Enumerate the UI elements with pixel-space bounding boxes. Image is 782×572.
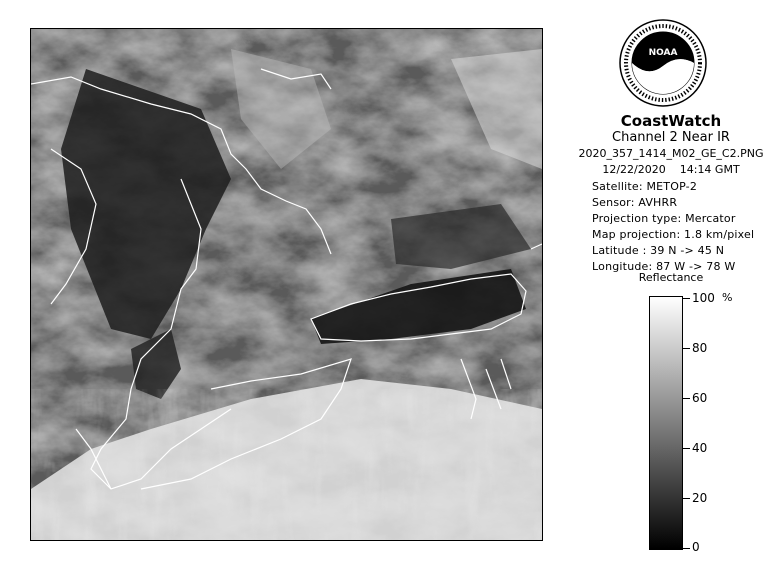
- file-name: 2020_357_1414_M02_GE_C2.PNG: [578, 147, 764, 160]
- longitude-info: Longitude: 87 W -> 78 W: [592, 260, 736, 273]
- noaa-logo-text: NOAA: [648, 48, 678, 58]
- date-time: [560, 163, 782, 176]
- colorbar-unit: %: [722, 291, 733, 304]
- colorbar-tick-label: 40: [692, 441, 708, 455]
- satellite-image: [30, 28, 543, 541]
- latitude-info: Latitude : 39 N -> 45 N: [592, 244, 725, 257]
- colorbar-tick-label: 100: [692, 291, 715, 305]
- projection-type-info: Projection type: Mercator: [592, 212, 736, 225]
- colorbar-tick: [683, 498, 690, 499]
- colorbar-tick: [683, 448, 690, 449]
- colorbar-tick-label: 0: [692, 540, 700, 554]
- colorbar-tick-label: 60: [692, 391, 708, 405]
- noaa-logo-graphic: [618, 18, 708, 108]
- noaa-logo: [618, 18, 708, 108]
- colorbar-tick: [683, 548, 690, 549]
- colorbar-tick: [683, 298, 690, 299]
- colorbar-tick-label: 20: [692, 491, 708, 505]
- colorbar-tick: [683, 398, 690, 399]
- time-value: 14:14 GMT: [679, 163, 740, 176]
- sensor-info: Sensor: AVHRR: [592, 196, 678, 209]
- colorbar-tick: [683, 348, 690, 349]
- colorbar-tick-label: 80: [692, 341, 708, 355]
- info-panel: [560, 0, 782, 572]
- reflectance-colorbar: [649, 296, 683, 550]
- satellite-info: Satellite: METOP-2: [592, 180, 698, 193]
- date-value: 12/22/2020: [602, 163, 666, 176]
- brand-title: CoastWatch: [620, 112, 722, 130]
- cloud-streaks: [31, 389, 542, 540]
- map-projection-info: Map projection: 1.8 km/pixel: [592, 228, 755, 241]
- channel-label: Channel 2 Near IR: [612, 130, 730, 145]
- colorbar-title: Reflectance: [638, 271, 704, 284]
- satellite-image-canvas: [31, 29, 542, 540]
